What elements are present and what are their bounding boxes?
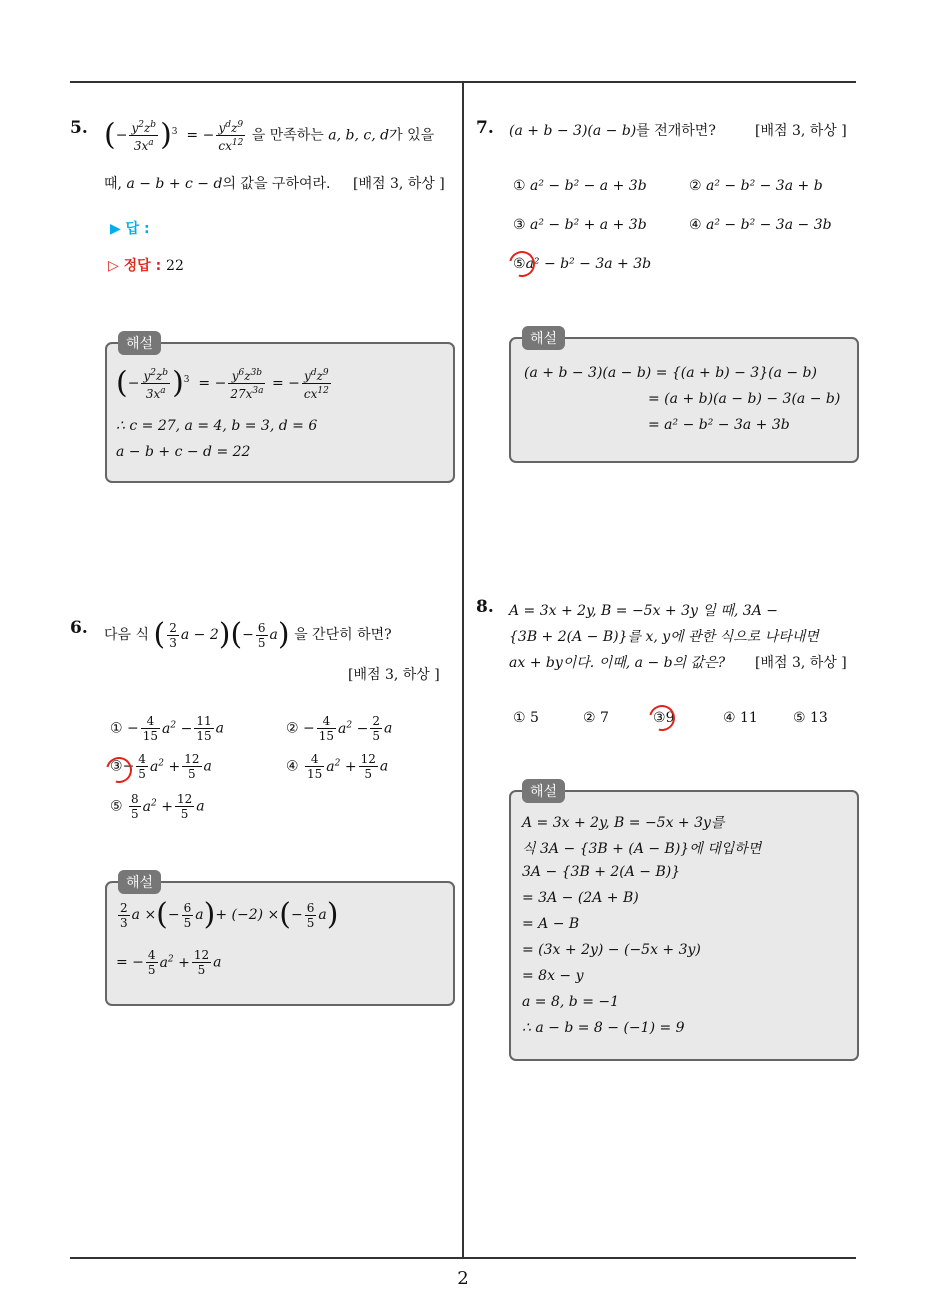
q7-line1: [509, 120, 716, 140]
q5-sol-line2: ∴ c = 27, a = 4, b = 3, d = 6: [116, 418, 318, 434]
q7-sol-line2: = (a + b)(a − b) − 3(a − b): [648, 391, 841, 407]
q8-number: 8.: [476, 597, 494, 617]
q7-option-2: ② a² − b² − 3a + b: [689, 178, 823, 194]
q7-solution-tag: 해설: [522, 326, 565, 350]
page-number: 2: [457, 1268, 469, 1289]
q8-sol-line4: = 3A − (2A + B): [522, 890, 639, 906]
q8-option-4: ④ 11: [723, 710, 758, 726]
q8-option-3: ③9: [653, 710, 675, 726]
q5-line1: (− $\frac{y^2z^b}{3x^a}$ )$^3$ = − $\frac{y^dz^9}{cx^{12}}$ 을 만족하는 a, b, c, d가 있을: [104, 117, 435, 153]
q5-text-ga: 가 있을: [389, 127, 435, 144]
q8-line1: A = 3x + 2y, B = −5x + 3y 일 때, 3A −: [509, 603, 778, 619]
q5-line2-prefix: 때,: [104, 176, 122, 192]
q6-option-4: ④ $\frac{4}{15}$ $a^2$ + $\frac{12}{5}$ a: [286, 752, 389, 781]
q5-text-after-eq: 을 만족하는: [251, 127, 324, 144]
q8-sol-line2: 식 3A − {3B + (A − B)}에 대입하면: [522, 841, 762, 857]
q5-sol-line3: a − b + c − d = 22: [116, 444, 251, 460]
q5-score: [배점 3, 하상 ]: [353, 176, 445, 192]
q8-sol-line7: = 8x − y: [522, 968, 584, 984]
q6-option-5: ⑤ $\frac{8}{5}$ $a^2$ + $\frac{12}{5}$ a: [110, 792, 205, 821]
q6-sol-line2: = − $\frac{4}{5}$ $a^2$ + $\frac{12}{5}$ a: [116, 948, 222, 977]
q6-option-2: ② − $\frac{4}{15}$ $a^2$ − $\frac{2}{5}$ a: [286, 714, 393, 743]
q6-sol-line1: $\frac{2}{3}$ a ×(− $\frac{6}{5}$ a)+ (−2) ×(− $\frac{6}{5}$ a): [120, 897, 339, 932]
q8-option-2: ② 7: [583, 710, 609, 726]
q7-sol-line3: = a² − b² − 3a + 3b: [648, 417, 790, 433]
q6-solution-tag: 해설: [118, 870, 161, 894]
q7-option-3: ③ a² − b² + a + 3b: [513, 217, 647, 233]
q6-number: 6.: [70, 618, 88, 638]
q7-option-4: ④ a² − b² − 3a − 3b: [689, 217, 832, 233]
q5-solution-tag: 해설: [118, 331, 161, 355]
q5-vars: a, b, c, d: [328, 127, 390, 144]
q7-expr: (a + b − 3)(a − b): [509, 123, 637, 139]
q6-score: [배점 3, 하상 ]: [348, 667, 440, 683]
q8-sol-line9: ∴ a − b = 8 − (−1) = 9: [522, 1020, 685, 1036]
q6-suffix: 을 간단히 하면?: [294, 627, 392, 643]
q5-line2: [104, 173, 330, 193]
q5-expr: a − b + c − d: [126, 176, 223, 192]
q8-option-1: ① 5: [513, 710, 539, 726]
q8-option-5: ⑤ 13: [793, 710, 828, 726]
q8-sol-line1: A = 3x + 2y, B = −5x + 3y를: [522, 815, 725, 831]
q7-sol-line1: (a + b − 3)(a − b) = {(a + b) − 3}(a − b): [524, 365, 817, 381]
q7-number: 7.: [476, 118, 494, 138]
q7-score: [배점 3, 하상 ]: [755, 123, 847, 139]
q8-line2: {3B + 2(A − B)}를 x, y에 관한 식으로 나타내면: [509, 629, 819, 645]
column-divider: [462, 83, 464, 1257]
q5-sol-line1: (− $\frac{y^2z^b}{3x^a}$ )$^3$ = − $\frac{y^6z^{3b}}{27x^{3a}}$ = − $\frac{y^dz^9}{cx^{12}}$: [116, 365, 329, 401]
q8-line3: ax + by이다. 이때, a − b의 값은?: [509, 655, 726, 671]
q5-solution-box: [105, 342, 455, 483]
q7-text: 를 전개하면?: [636, 123, 716, 139]
q7-option-1: ① a² − b² − a + 3b: [513, 178, 647, 194]
q8-sol-line6: = (3x + 2y) − (−5x + 3y): [522, 942, 701, 958]
q8-sol-line5: = A − B: [522, 916, 580, 932]
q5-correct-answer: [108, 255, 184, 275]
q8-solution-tag: 해설: [522, 779, 565, 803]
q6-option-3: ③− $\frac{4}{5}$ $a^2$ + $\frac{12}{5}$ a: [110, 752, 212, 781]
q5-correct-label: ▷ 정답 :: [108, 258, 162, 274]
q8-sol-line3: 3A − {3B + 2(A − B)}: [522, 864, 681, 880]
bottom-rule: [70, 1257, 856, 1259]
q8-sol-line8: a = 8, b = −1: [522, 994, 620, 1010]
q6-option-1: ① − $\frac{4}{15}$ $a^2$ − $\frac{11}{15}$ a: [110, 714, 224, 743]
q7-correct-circle: [504, 246, 540, 282]
q5-correct-value: 22: [166, 258, 184, 274]
q5-number: 5.: [70, 118, 88, 138]
q8-score: [배점 3, 하상 ]: [755, 655, 847, 671]
q6-prefix: 다음 식: [104, 627, 150, 643]
q7-option-5: ⑤a² − b² − 3a + 3b: [513, 256, 652, 272]
q5-line2-suffix: 의 값을 구하여라.: [222, 176, 331, 192]
q6-line1: 다음 식 ( $\frac{2}{3}$ a − 2)(− $\frac{6}{5}$ a) 을 간단히 하면?: [104, 617, 392, 652]
q5-answer-label: ▶ 답 :: [110, 221, 150, 237]
q8-correct-circle: [644, 700, 680, 736]
